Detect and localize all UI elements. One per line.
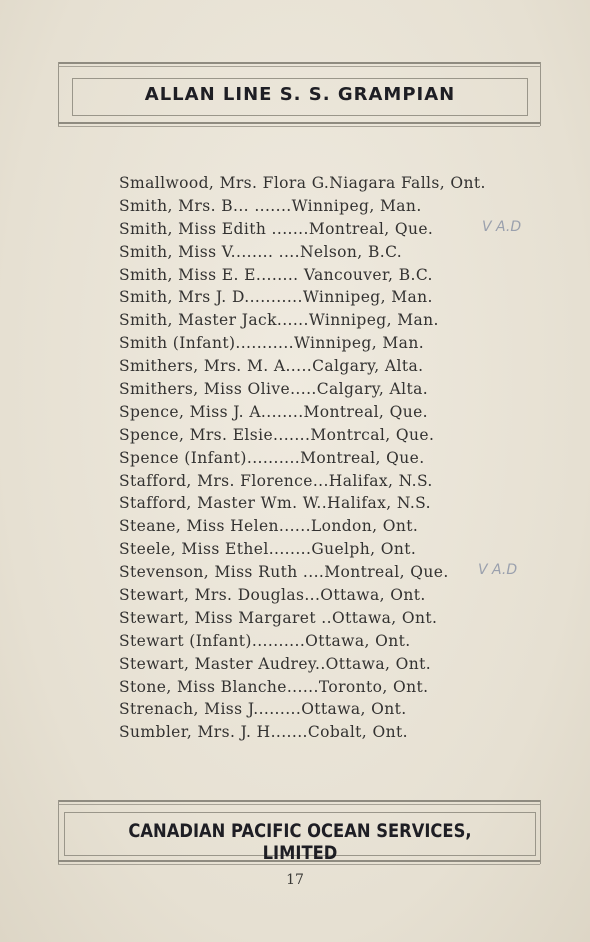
list-item: Steele, Miss Ethel........Guelph, Ont.: [119, 540, 417, 559]
footer-bottom-rule: [58, 860, 540, 865]
list-item: Spence, Miss J. A........Montreal, Que.: [119, 402, 428, 421]
list-item: Smith, Miss E. E........ Vancouver, B.C.: [119, 265, 433, 284]
list-item: Steane, Miss Helen......London, Ont.: [119, 517, 419, 536]
list-item: Stafford, Mrs. Florence...Halifax, N.S.: [119, 471, 433, 490]
list-item: Stafford, Master Wm. W..Halifax, N.S.: [119, 494, 431, 513]
list-item: Smithers, Mrs. M. A.....Calgary, Alta.: [119, 357, 424, 376]
header-left-border: [58, 62, 59, 126]
handwritten-annotation: V A.D: [478, 562, 518, 578]
handwritten-annotation: V A.D: [482, 219, 522, 235]
list-item: Sumbler, Mrs. J. H.......Cobalt, Ont.: [119, 723, 408, 742]
list-item: Smith (Infant)...........Winnipeg, Man.: [119, 334, 425, 353]
footer-left-border: [58, 800, 59, 864]
ship-title: ALLAN LINE S. S. GRAMPIAN: [144, 84, 456, 105]
list-item: Smith, Miss V........ ....Nelson, B.C.: [119, 242, 403, 261]
header-top-rule: [58, 62, 540, 67]
list-item: Smith, Mrs. B... .......Winnipeg, Man.: [119, 196, 422, 215]
list-item: Spence, Mrs. Elsie.......Montrcal, Que.: [119, 425, 435, 444]
header-bottom-rule: [58, 122, 540, 127]
list-item: Stewart, Master Audrey..Ottawa, Ont.: [119, 654, 432, 673]
list-item: Strenach, Miss J.........Ottawa, Ont.: [119, 700, 407, 719]
footer-top-rule: [58, 800, 540, 805]
list-item: Spence (Infant)..........Montreal, Que.: [119, 448, 425, 467]
page-number: 17: [286, 872, 304, 888]
list-item: Smallwood, Mrs. Flora G.Niagara Falls, Ont.: [119, 174, 486, 192]
company-title: CANADIAN PACIFIC OCEAN SERVICES, LIMITED: [128, 820, 472, 864]
list-item: Smith, Miss Edith .......Montreal, Que.: [119, 219, 434, 238]
list-item: Smithers, Miss Olive.....Calgary, Alta.: [119, 380, 429, 399]
list-item: Stewart, Mrs. Douglas...Ottawa, Ont.: [119, 586, 426, 605]
list-item: Stewart, Miss Margaret ..Ottawa, Ont.: [119, 608, 438, 627]
list-item: Smith, Mrs J. D...........Winnipeg, Man.: [119, 288, 433, 307]
header-right-border: [540, 62, 541, 126]
footer-right-border: [540, 800, 541, 864]
list-item: Stewart (Infant)..........Ottawa, Ont.: [119, 631, 411, 650]
list-item: Stevenson, Miss Ruth ....Montreal, Que.: [119, 563, 449, 582]
list-item: Smith, Master Jack......Winnipeg, Man.: [119, 311, 439, 330]
list-item: Stone, Miss Blanche......Toronto, Ont.: [119, 677, 429, 696]
passenger-list: [119, 172, 549, 744]
